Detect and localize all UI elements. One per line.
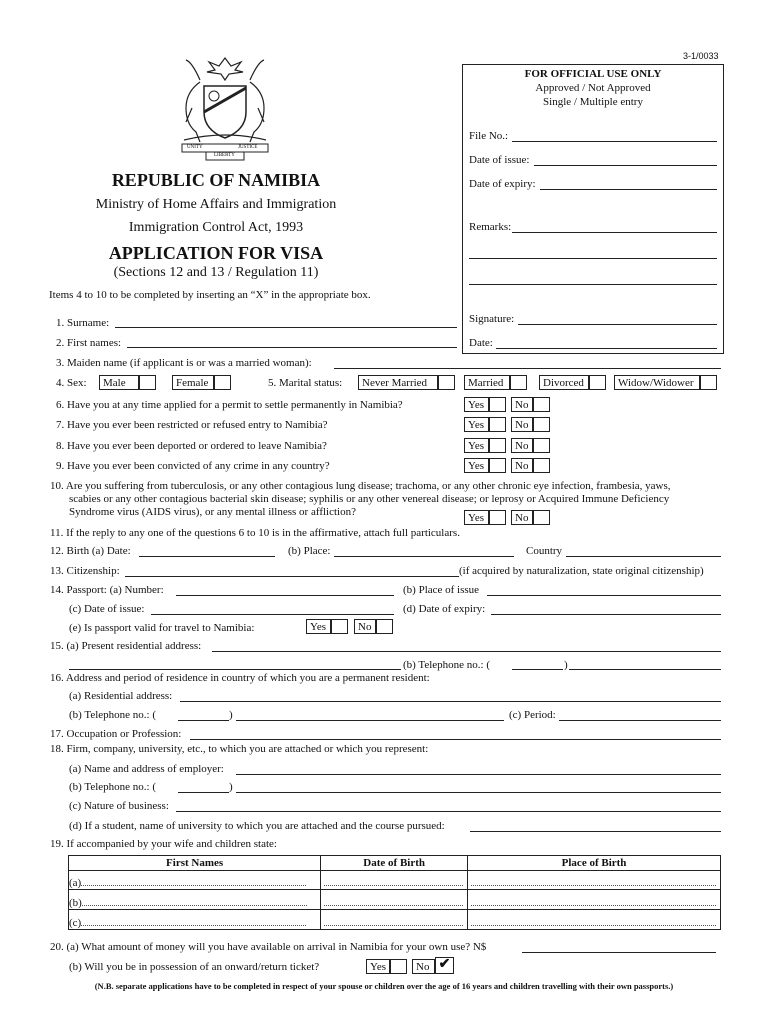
q20b-yes-checkbox[interactable]: [390, 959, 407, 974]
passport-number-field[interactable]: [176, 595, 394, 596]
family-row-a-name[interactable]: [69, 871, 321, 890]
remarks-label: Remarks:: [469, 221, 512, 233]
first-names-field[interactable]: [127, 347, 457, 348]
q15-telephone-label: (b) Telephone no.: (: [403, 659, 491, 671]
q14-passport-number-label: 14. Passport: (a) Number:: [50, 584, 164, 596]
official-approval: Approved / Not Approved: [535, 82, 651, 94]
q10-yes-checkbox[interactable]: [489, 510, 506, 525]
q15-close-paren: ): [564, 659, 568, 671]
family-row-label: (a): [69, 877, 82, 889]
remarks-field-1[interactable]: [512, 232, 717, 233]
official-signature-label: Signature:: [469, 313, 515, 325]
q6-yes-label: Yes: [464, 397, 489, 412]
resident-telephone-field[interactable]: [236, 720, 504, 721]
remarks-field-3[interactable]: [469, 284, 717, 285]
official-use-heading: FOR OFFICIAL USE ONLY: [524, 68, 662, 80]
marital-never-label: Never Married: [358, 375, 438, 390]
passport-place-issue-field[interactable]: [487, 595, 721, 596]
marital-married-label: Married: [464, 375, 510, 390]
q18-label: 18. Firm, company, university, etc., to which you are attached or which you represent:: [50, 743, 429, 755]
q6-yes-checkbox[interactable]: [489, 397, 506, 412]
birth-place-field[interactable]: [334, 556, 514, 557]
q14-place-issue-label: (b) Place of issue: [403, 584, 480, 596]
q7-yes-label: Yes: [464, 417, 489, 432]
official-date-expiry-label: Date of expiry:: [469, 178, 536, 190]
birth-country-field[interactable]: [566, 556, 721, 557]
q6-no-checkbox[interactable]: [533, 397, 550, 412]
q16-telephone-label: (b) Telephone no.: (: [69, 709, 157, 721]
q9-no-checkbox[interactable]: [533, 458, 550, 473]
q18-close-paren: ): [229, 781, 233, 793]
family-header-date-of-birth: Date of Birth: [321, 856, 468, 871]
surname-field[interactable]: [115, 327, 457, 328]
marital-married-checkbox[interactable]: [510, 375, 527, 390]
q11-label: 11. If the reply to any one of the questions 6 to 10 is in the affirmative, attach full particulars.: [50, 527, 460, 539]
q12-place-label: (b) Place:: [288, 545, 331, 557]
instruction-text: Items 4 to 10 to be completed by inserting an “X” in the appropriate box.: [49, 289, 371, 301]
birth-date-field[interactable]: [139, 556, 275, 557]
q13-note: (if acquired by naturalization, state original citizenship): [459, 565, 704, 577]
family-table: [68, 855, 721, 930]
family-row-a-dob[interactable]: [321, 871, 468, 890]
q14-yes-checkbox[interactable]: [331, 619, 348, 634]
q8-yes-checkbox[interactable]: [489, 438, 506, 453]
q15-address-label: 15. (a) Present residential address:: [50, 640, 202, 652]
sex-male-checkbox[interactable]: [139, 375, 156, 390]
employer-field[interactable]: [236, 774, 721, 775]
q14-no-checkbox[interactable]: [376, 619, 393, 634]
family-row-label: (b): [69, 897, 82, 909]
act-name: Immigration Control Act, 1993: [128, 220, 304, 235]
q10-line2: scabies or any other contagious bacterial skin disease; syphilis or any other venereal disease; or leprosy or Acquired Immune Deficiency: [69, 493, 670, 505]
official-entry: Single / Multiple entry: [543, 96, 643, 108]
q6-label: 6. Have you at any time applied for a permit to settle permanently in Namibia?: [56, 399, 403, 411]
q8-yes-label: Yes: [464, 438, 489, 453]
q19-label: 19. If accompanied by your wife and children state:: [50, 838, 277, 850]
q8-label: 8. Have you ever been deported or ordered to leave Namibia?: [56, 440, 327, 452]
country-heading: REPUBLIC OF NAMIBIA: [111, 170, 321, 190]
marital-widow-label: Widow/Widower: [614, 375, 700, 390]
sex-female-label: Female: [172, 375, 214, 390]
family-header-place-of-birth: Place of Birth: [468, 856, 721, 871]
q9-label: 9. Have you ever been convicted of any crime in any country?: [56, 460, 330, 472]
resident-telephone-code-field[interactable]: [178, 720, 229, 721]
q8-no-label: No: [511, 438, 533, 453]
motto-liberty: LIBERTY: [214, 153, 235, 158]
q9-yes-checkbox[interactable]: [489, 458, 506, 473]
q18-employer-label: (a) Name and address of employer:: [69, 763, 224, 775]
q20b-no-label: No: [412, 959, 435, 974]
university-field[interactable]: [470, 831, 721, 832]
q10-yes-label: Yes: [464, 510, 489, 525]
coat-of-arms-icon: [170, 52, 280, 164]
business-nature-field[interactable]: [176, 811, 721, 812]
q18-business-label: (c) Nature of business:: [69, 800, 169, 812]
q14-no-label: No: [354, 619, 376, 634]
money-amount-field[interactable]: [522, 952, 716, 953]
motto-justice: JUSTICE: [238, 145, 258, 150]
q16-label: 16. Address and period of residence in country of which you are a permanent resident:: [50, 672, 430, 684]
family-row-b-place[interactable]: [468, 890, 721, 910]
q14-date-expiry-label: (d) Date of expiry:: [403, 603, 486, 615]
q1-surname-label: 1. Surname:: [56, 317, 110, 329]
q12-country-label: Country: [526, 545, 563, 557]
official-date-label: Date:: [469, 337, 493, 349]
q16-address-label: (a) Residential address:: [69, 690, 173, 702]
present-address-field-2[interactable]: [69, 669, 401, 670]
employer-telephone-field[interactable]: [236, 792, 721, 793]
q7-no-label: No: [511, 417, 533, 432]
family-row-label: (c): [69, 917, 82, 929]
q18-student-label: (d) If a student, name of university to which you are attached and the course pursued:: [69, 820, 445, 832]
maiden-name-field[interactable]: [334, 368, 721, 369]
family-row-c-place[interactable]: [468, 910, 721, 930]
q10-line1: 10. Are you suffering from tuberculosis, or any other contagious lung disease; trachoma, or any other chronic eye infection, frambesia, yaws,: [50, 480, 671, 492]
citizenship-field[interactable]: [125, 576, 459, 577]
q10-no-checkbox[interactable]: [533, 510, 550, 525]
present-telephone-field[interactable]: [569, 669, 721, 670]
q5-marital-label: 5. Marital status:: [268, 377, 343, 389]
motto-unity: UNITY: [187, 145, 203, 150]
family-header-first-names: First Names: [69, 856, 321, 871]
sex-female-checkbox[interactable]: [214, 375, 231, 390]
official-signature-field[interactable]: [518, 324, 717, 325]
passport-date-expiry-field[interactable]: [491, 614, 721, 615]
marital-never-checkbox[interactable]: [438, 375, 455, 390]
file-no-field[interactable]: [512, 141, 717, 142]
q9-no-label: No: [511, 458, 533, 473]
form-title: APPLICATION FOR VISA: [108, 243, 324, 263]
q7-yes-checkbox[interactable]: [489, 417, 506, 432]
q8-no-checkbox[interactable]: [533, 438, 550, 453]
q14-valid-label: (e) Is passport valid for travel to Namibia:: [69, 622, 255, 634]
family-row-b-name[interactable]: [69, 890, 321, 910]
official-date-issue-field[interactable]: [534, 165, 717, 166]
q6-no-label: No: [511, 397, 533, 412]
sex-male-label: Male: [99, 375, 139, 390]
form-code: 3-1/0033: [683, 51, 719, 61]
file-no-label: File No.:: [469, 130, 509, 142]
q7-no-checkbox[interactable]: [533, 417, 550, 432]
remarks-field-2[interactable]: [469, 258, 717, 259]
official-date-issue-label: Date of issue:: [469, 154, 530, 166]
q9-yes-label: Yes: [464, 458, 489, 473]
present-telephone-code-field[interactable]: [512, 669, 563, 670]
marital-divorced-label: Divorced: [539, 375, 589, 390]
q3-maiden-name-label: 3. Maiden name (if applicant is or was a married woman):: [56, 357, 312, 369]
q16-period-label: (c) Period:: [509, 709, 556, 721]
q10-line3: Syndrome virus (AIDS virus), or any mental illness or affliction?: [69, 506, 356, 518]
q12-birth-date-label: 12. Birth (a) Date:: [50, 545, 131, 557]
official-date-expiry-field[interactable]: [540, 189, 717, 190]
marital-divorced-checkbox[interactable]: [589, 375, 606, 390]
q13-citizenship-label: 13. Citizenship:: [50, 565, 120, 577]
q20a-label: 20. (a) What amount of money will you have available on arrival in Namibia for your own use? N$: [50, 941, 487, 953]
q20b-yes-label: Yes: [366, 959, 390, 974]
form-subtitle: (Sections 12 and 13 / Regulation 11): [113, 265, 319, 280]
q18-telephone-label: (b) Telephone no.: (: [69, 781, 157, 793]
resident-address-field[interactable]: [180, 701, 721, 702]
resident-period-field[interactable]: [559, 720, 721, 721]
q4-sex-label: 4. Sex:: [56, 377, 87, 389]
occupation-field[interactable]: [190, 739, 721, 740]
q14-yes-label: Yes: [306, 619, 331, 634]
q20b-label: (b) Will you be in possession of an onward/return ticket?: [69, 961, 320, 973]
official-date-field[interactable]: [496, 348, 717, 349]
ministry-name: Ministry of Home Affairs and Immigration: [95, 197, 337, 212]
q20b-no-checkbox[interactable]: ✔: [435, 957, 454, 974]
marital-widow-checkbox[interactable]: [700, 375, 717, 390]
family-row-c-name[interactable]: [69, 910, 321, 930]
family-row-c-dob[interactable]: [321, 910, 468, 930]
present-address-field-1[interactable]: [212, 651, 721, 652]
q2-first-names-label: 2. First names:: [56, 337, 122, 349]
family-row-a-place[interactable]: [468, 871, 721, 890]
footnote: (N.B. separate applications have to be completed in respect of your spouse or children over the age of 16 years and children travelling with their own passports.): [94, 981, 674, 991]
q17-occupation-label: 17. Occupation or Profession:: [50, 728, 182, 740]
q7-label: 7. Have you ever been restricted or refused entry to Namibia?: [56, 419, 328, 431]
employer-telephone-code-field[interactable]: [178, 792, 229, 793]
q16-close-paren: ): [229, 709, 233, 721]
passport-date-issue-field[interactable]: [151, 614, 394, 615]
q14-date-issue-label: (c) Date of issue:: [69, 603, 145, 615]
family-row-b-dob[interactable]: [321, 890, 468, 910]
q10-no-label: No: [511, 510, 533, 525]
